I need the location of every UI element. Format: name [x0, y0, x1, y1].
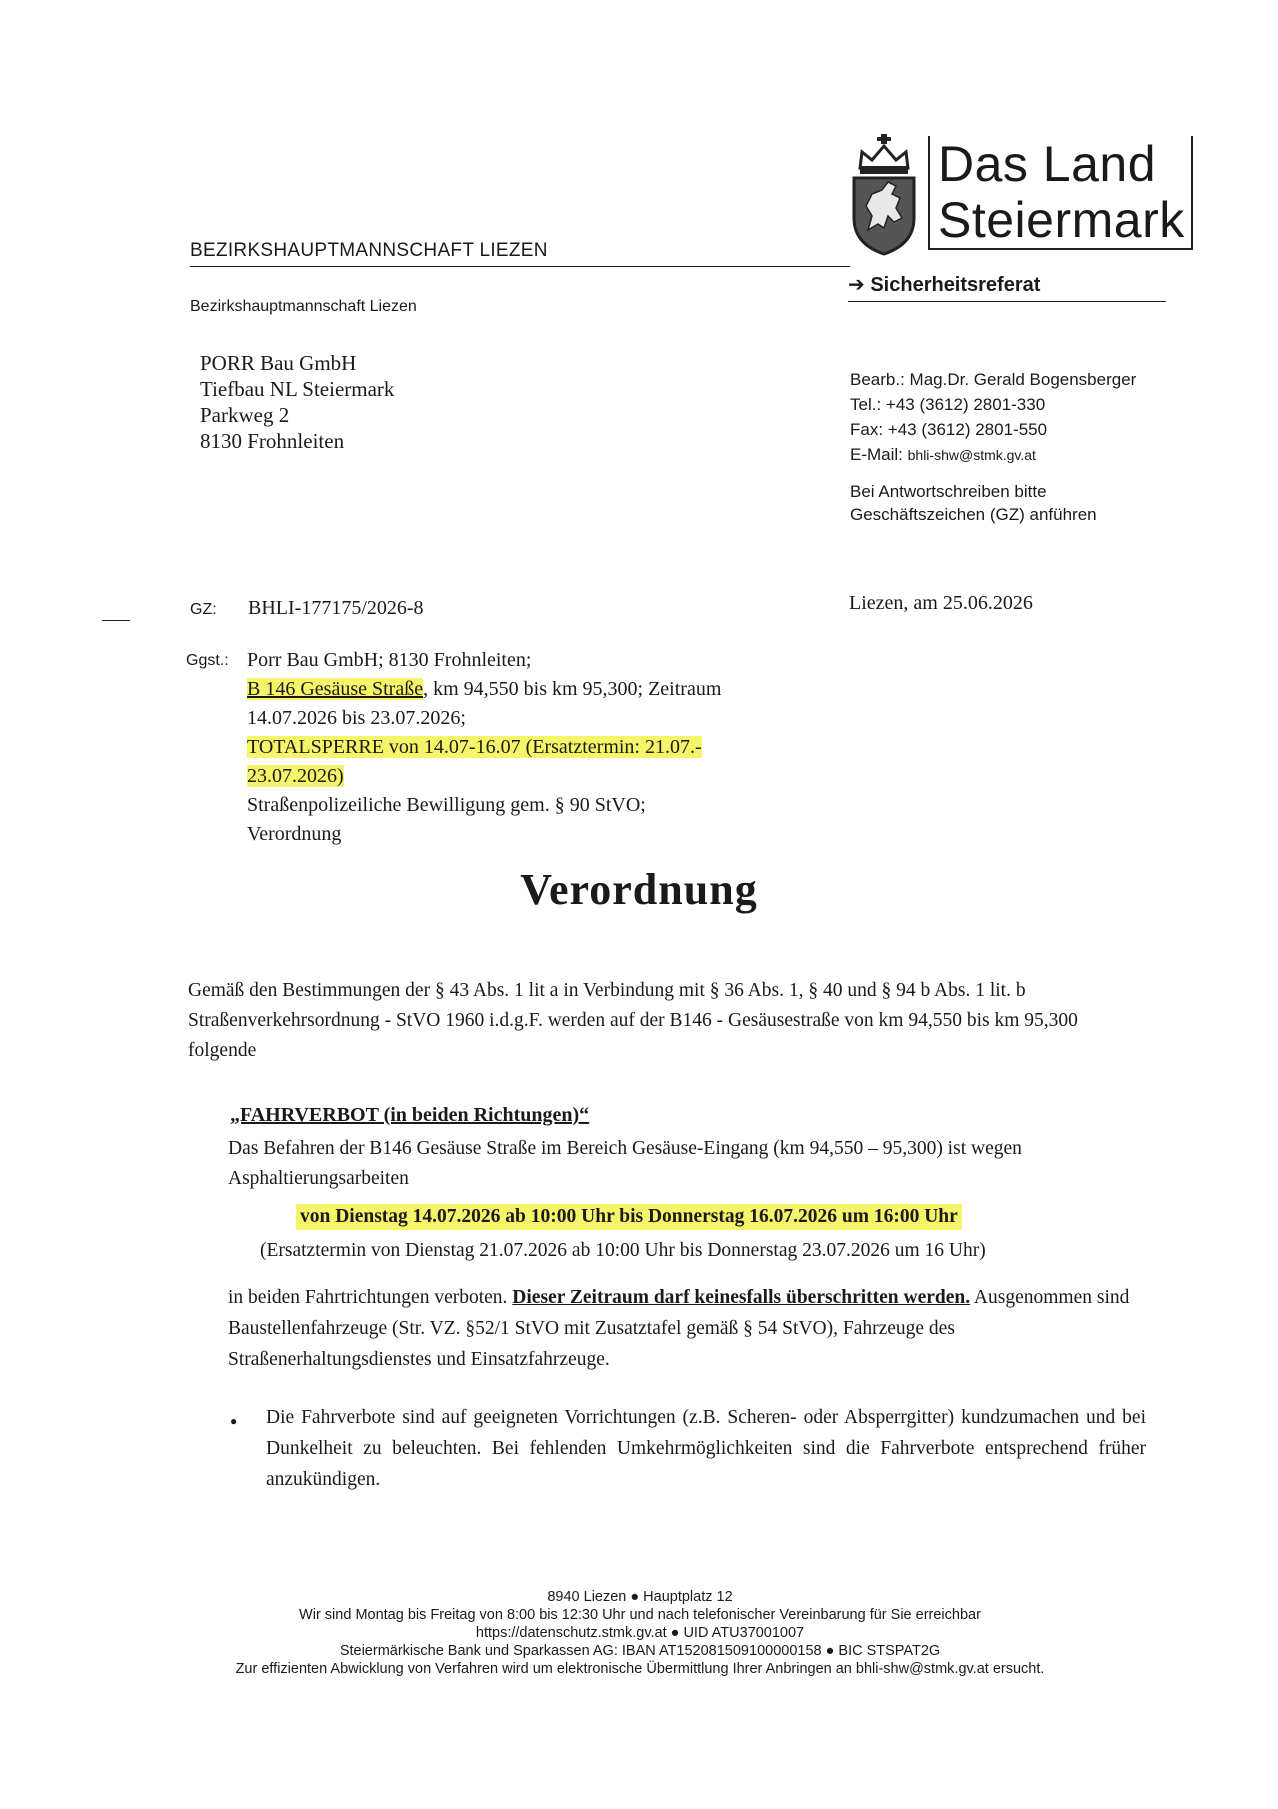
department-label: [848, 272, 1040, 297]
recipient-line: Parkweg 2: [200, 403, 290, 427]
gz-label: GZ:: [190, 601, 217, 618]
department-name: Sicherheitsreferat: [870, 274, 1041, 296]
closure-period-highlight: von Dienstag 14.07.2026 ab 10:00 Uhr bis Donnerstag 16.07.2026 um 16:00 Uhr: [296, 1204, 962, 1230]
arrow-right-icon: ➔: [848, 274, 865, 296]
subject-road-highlight: B 146 Gesäuse Straße: [247, 678, 424, 700]
contact-email-line: [850, 442, 1136, 468]
subject-road-rest: , km 94,550 bis km 95,300; Zeitraum: [423, 678, 722, 700]
subject-line: Porr Bau GmbH; 8130 Frohnleiten;: [247, 649, 532, 671]
subject-line: [247, 675, 721, 704]
alternative-period: (Ersatztermin von Dienstag 21.07.2026 ab 10:00 Uhr bis Donnerstag 23.07.2026 um 16 Uhr): [260, 1240, 986, 1261]
fold-mark: [102, 620, 130, 621]
subject-line: [247, 762, 721, 791]
logo-line-1: Das Land: [938, 136, 1157, 192]
subject-line: [247, 733, 721, 762]
gz-number: BHLI-177175/2026-8: [248, 597, 424, 619]
letter-footer: [140, 1588, 1140, 1678]
footer-bank: Steiermärkische Bank und Sparkassen AG: IBAN AT152081509100000158 ● BIC STSPAT2G: [339, 1643, 941, 1659]
recipient-line: PORR Bau GmbH: [200, 351, 357, 375]
recipient-line: Tiefbau NL Steiermark: [200, 377, 395, 401]
footer-privacy: https://datenschutz.stmk.gv.at ● UID ATU37001007: [475, 1625, 805, 1641]
subject-line: Verordnung: [247, 823, 342, 845]
section-heading: „FAHRVERBOT (in beiden Richtungen)“: [230, 1104, 590, 1126]
subject-closure-highlight: TOTALSPERRE von 14.07-16.07 (Ersatztermin: 21.07.-: [247, 736, 702, 758]
contact-fax: Fax: +43 (3612) 2801-550: [850, 420, 1048, 439]
bullet-icon: ●: [230, 1414, 238, 1428]
email-address: bhli-shw@stmk.gv.at: [907, 447, 1036, 463]
recipient-line: 8130 Frohnleiten: [200, 429, 345, 453]
state-logo: [848, 132, 1185, 260]
document-date: Liezen, am 25.06.2026: [849, 592, 1033, 614]
bullet-item: Die Fahrverbote sind auf geeigneten Vorrichtungen (z.B. Scheren- oder Absperrgitter) kundzumachen und bei Dunkelheit zu beleuchten. Bei fehlenden Umkehrmöglichkeiten sind die Fahrverbote entsprechend früher anzukündigen.: [266, 1407, 1146, 1490]
intro-paragraph: Gemäß den Bestimmungen der § 43 Abs. 1 lit a in Verbindung mit § 36 Abs. 1, § 40 und § 94 b Abs. 1 lit. b Straßenverkehrsordnung - StVO 1960 i.d.g.F. werden auf der B146 - Gesäusestraße von km 94,550 bis km 95,300 folgende: [188, 980, 1078, 1061]
footer-address: 8940 Liezen ● Hauptplatz 12: [547, 1589, 733, 1605]
subject-line: Straßenpolizeiliche Bewilligung gem. § 90 StVO;: [247, 794, 646, 816]
authority-name: BEZIRKSHAUPTMANNSCHAFT LIEZEN: [190, 240, 548, 261]
section-paragraph-2: [228, 1282, 1148, 1375]
recipient-address: [200, 350, 394, 454]
section-paragraph: Das Befahren der B146 Gesäuse Straße im Bereich Gesäuse-Eingang (km 94,550 – 95,300) ist wegen Asphaltierungsarbeiten: [228, 1138, 1022, 1189]
contact-clerk: Bearb.: Mag.Dr. Gerald Bogensberger: [850, 370, 1137, 389]
reply-note: [850, 480, 1097, 526]
subject-closure-highlight: 23.07.2026): [247, 765, 344, 787]
footer-hours: Wir sind Montag bis Freitag von 8:00 bis 12:30 Uhr und nach telefonischer Vereinbarung für Sie erreichbar: [299, 1607, 981, 1623]
document-title: Verordnung: [520, 865, 758, 914]
contact-block: [850, 367, 1136, 468]
header-divider: [190, 266, 850, 267]
department-divider: [848, 301, 1166, 302]
reply-note-line: Bei Antwortschreiben bitte: [850, 482, 1047, 501]
footer-note: Zur effizienten Abwicklung von Verfahren wird um elektronische Übermittlung Ihrer Anbringen an bhli-shw@stmk.gv.at ersucht.: [235, 1661, 1045, 1677]
subject-label: Ggst.:: [186, 652, 229, 669]
logo-line-2: Steiermark: [938, 192, 1185, 248]
subject-body: [247, 646, 721, 849]
logo-wordmark: [928, 136, 1193, 250]
reply-note-line: Geschäftszeichen (GZ) anführen: [850, 505, 1097, 524]
coat-of-arms-icon: [848, 132, 920, 256]
sender-line: Bezirkshauptmannschaft Liezen: [190, 298, 417, 315]
para2-start: in beiden Fahrtrichtungen verboten.: [228, 1287, 513, 1308]
para2-rest: Ausgenommen sind Baustellenfahrzeuge (Str. VZ. §52/1 StVO mit Zusatztafel gemäß § 54 StVO), Fahrzeuge des Straßenerhaltungsdienstes und Einsatzfahrzeuge.: [228, 1287, 1130, 1370]
email-label: E-Mail:: [850, 445, 908, 464]
contact-phone: Tel.: +43 (3612) 2801-330: [850, 395, 1046, 414]
warning-sentence: Dieser Zeitraum darf keinesfalls überschritten werden.: [512, 1287, 971, 1308]
subject-line: 14.07.2026 bis 23.07.2026;: [247, 707, 466, 729]
